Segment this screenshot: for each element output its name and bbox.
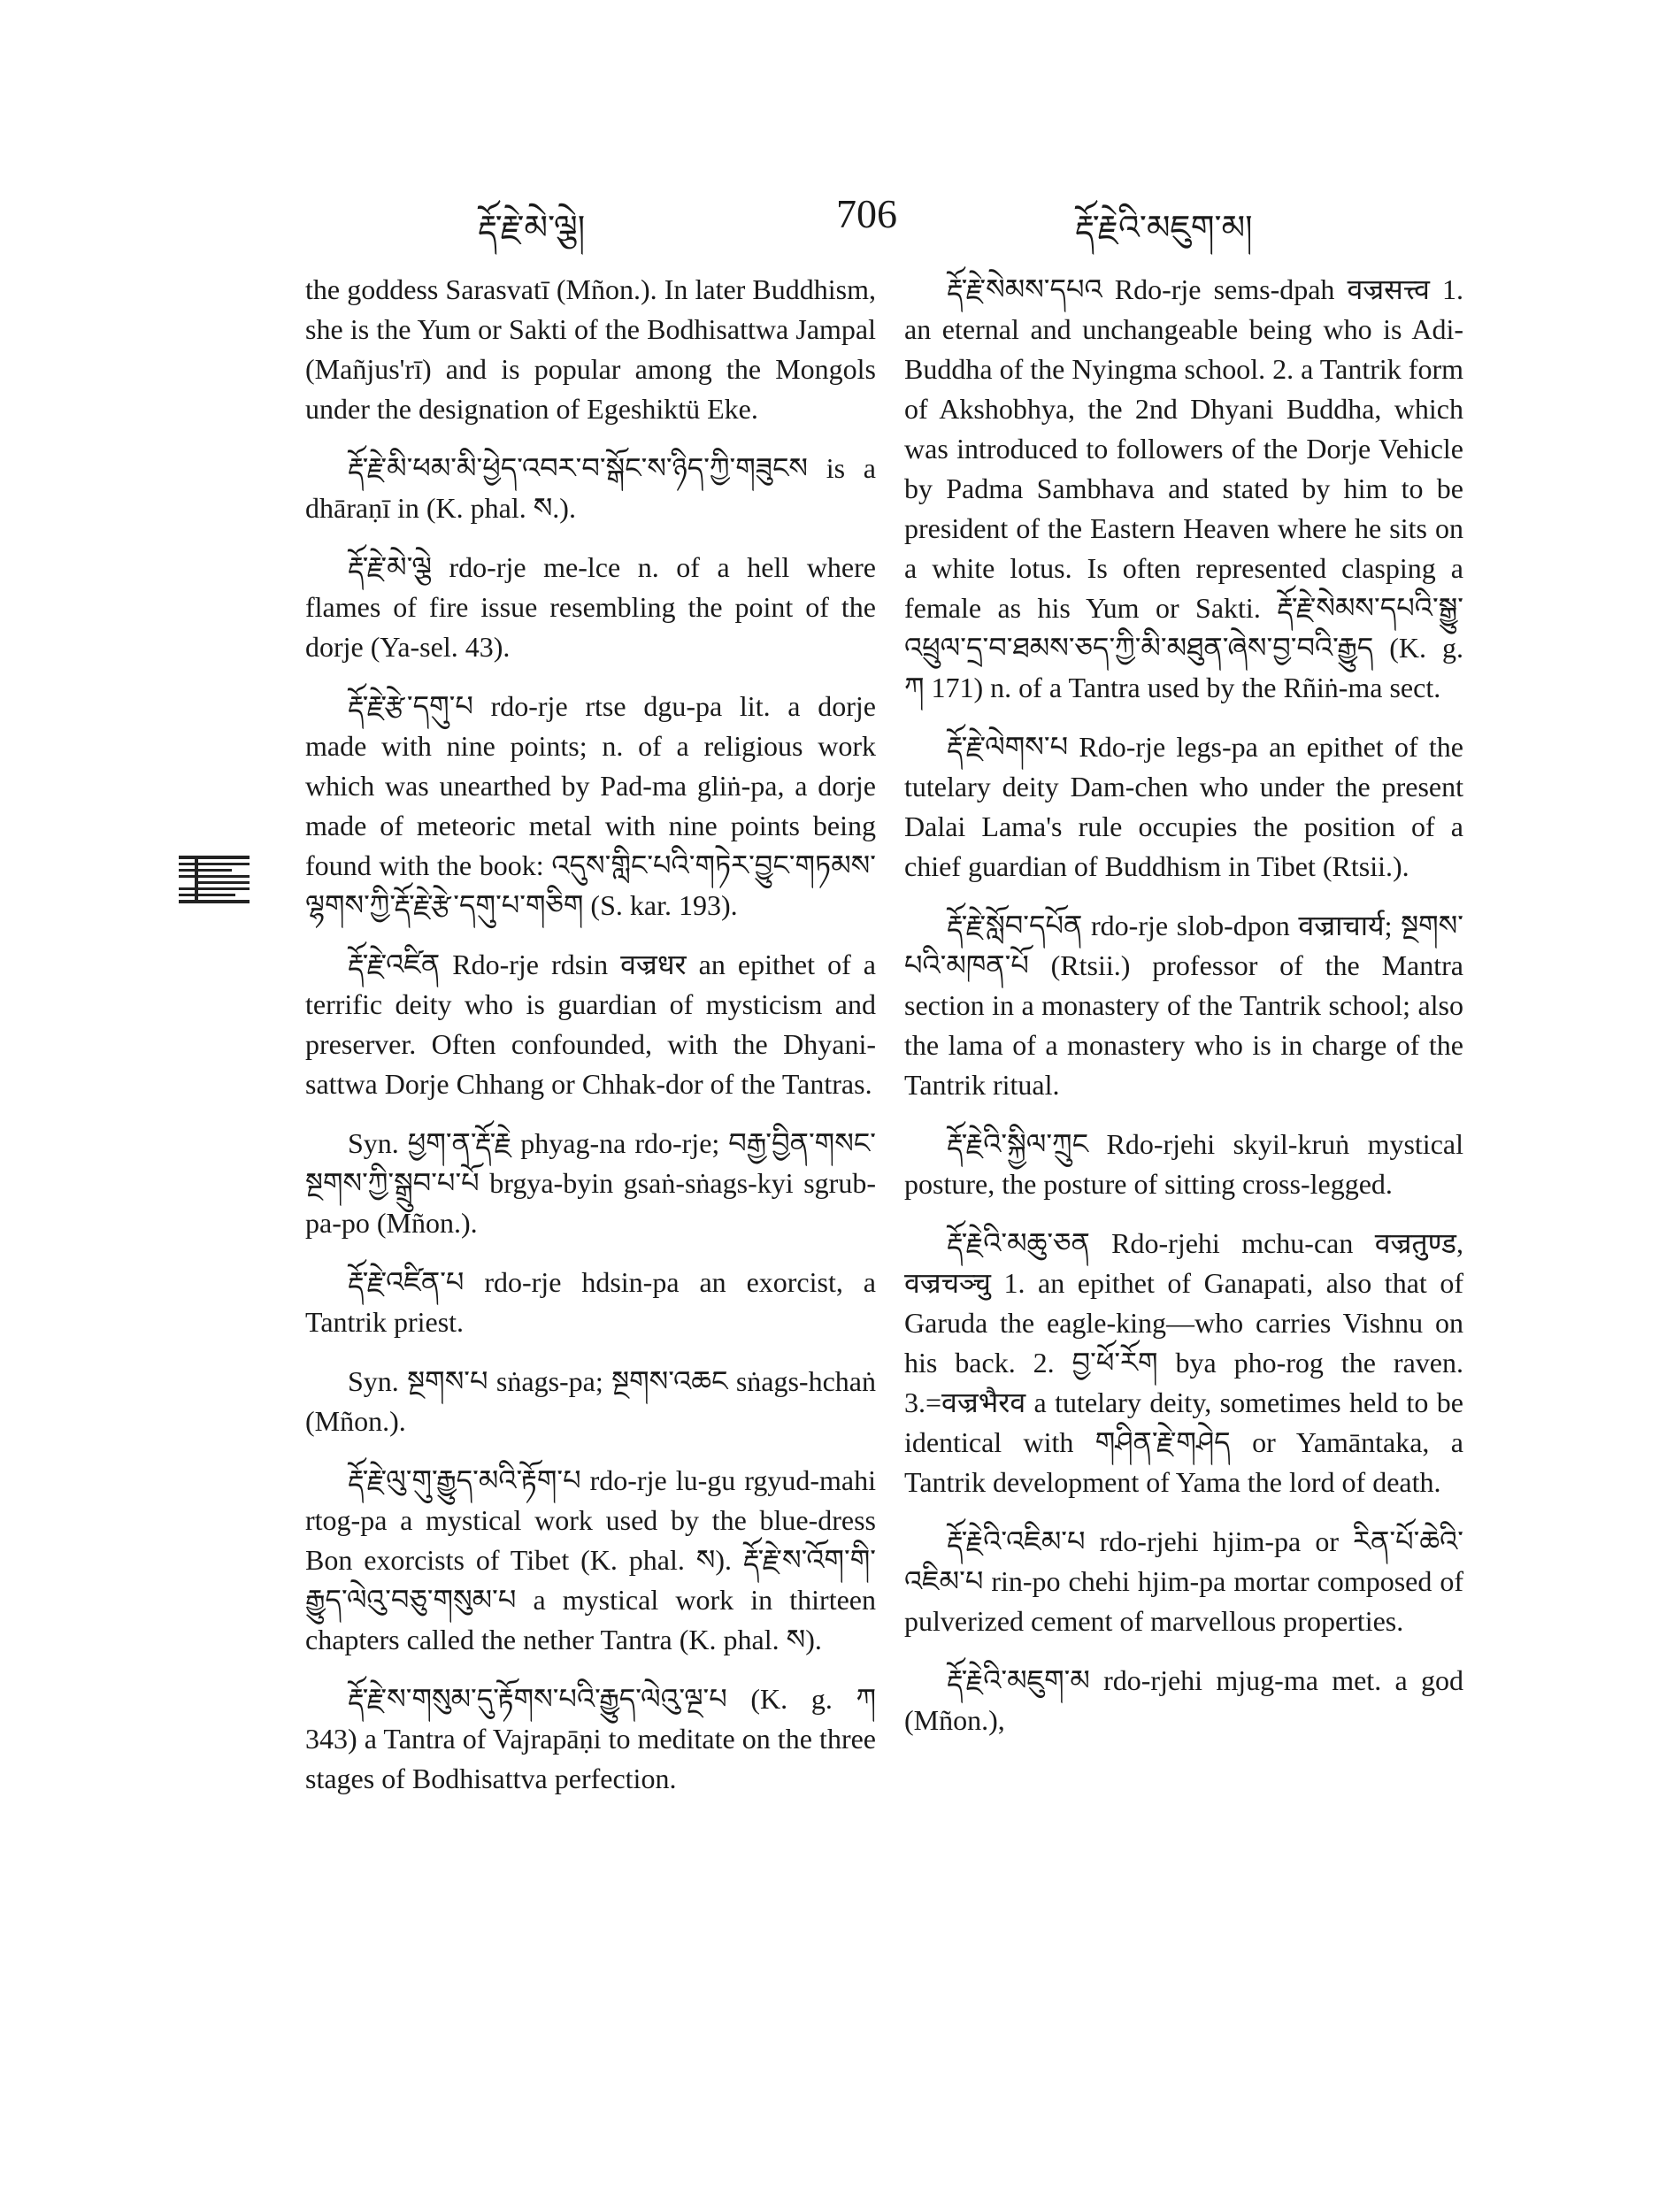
dictionary-entry: རྡོ་རྗེའི་མཆུ་ཅན Rdo-rjehi mchu-can वज्रतुण्ड, वज्रचञ्चु 1. an epithet of Ganapati, also that of Garuda the eagle-king—who carries Vishnu on his back. 2. བྱ་ཕོ་རོག bya pho-rog the raven. 3.=वज्रभैरव a tutelary deity, sometimes held to be identical with གཤིན་རྗེ་གཤེད or Yamāntaka, a Tantrik development of Yama the lord of death.: [904, 1227, 1463, 1498]
dictionary-entry: རྡོ་རྗེའི་སྐྱིལ་ཀྲུང Rdo-rjehi skyil-kruṅ mystical posture, the posture of sitting cross-legged.: [904, 1128, 1463, 1200]
dictionary-entry: རྡོ་རྗེ་ལུ་གུ་རྒྱུད་མའི་རྟོག་པ rdo-rje lu-gu rgyud-mahi rtog-pa a mystical work used by the blue-dress Bon exorcists of Tibet (K. phal. ས). རྡོ་རྗེ་ས་འོག་གི་རྒྱུད་ལེའུ་བཅུ་གསུམ་པ a mystical work in thirteen chapters called the nether Tantra (K. phal. ས).: [305, 1464, 876, 1655]
dictionary-entry: རྡོ་རྗེ་སེམས་དཔའ Rdo-rje sems-dpah वज्रसत्त्व 1. an eternal and unchangeable being who is Adi-Buddha of the Nyingma school. 2. a Tantrik form of Akshobhya, the 2nd Dhyani Buddha, which was introduced to followers of the Dorje Vehicle by Padma Sambhava and stated by him to be president of the Eastern Heaven where he sits on a white lotus. Is often represented clasping a female as his Yum or Sakti. རྡོ་རྗེ་སེམས་དཔའི་སྒྱུ་འཕྲུལ་དྲ་བ་ཐམས་ཅད་ཀྱི་མི་མཐུན་ཞེས་བྱ་བའི་རྒྱུད (K. g. ཀ 171) n. of a Tantra used by the Rñiṅ-ma sect.: [904, 273, 1463, 703]
dictionary-entry: རྡོ་རྗེ་ལེགས་པ Rdo-rje legs-pa an epithet of the tutelary deity Dam-chen who under the present Dalai Lama's rule occupies the position of a chief guardian of Buddhism in Tibet (Rtsii.).: [904, 731, 1463, 882]
dictionary-entry: རྡོ་རྗེ་སློབ་དཔོན rdo-rje slob-dpon वज्राचार्य; སྔགས་པའི་མཁན་པོ (Rtsii.) professor of the Mantra section in a monastery of the Tantrik school; also the lama of a monastery who is in charge of the Tantrik ritual.: [904, 910, 1463, 1101]
left-column: [305, 270, 876, 1818]
dictionary-entry: རྡོ་རྗེ་མེ་ལྕེ rdo-rje me-lce n. of a hell where flames of fire issue resembling the point of the dorje (Ya-sel. 43).: [305, 551, 876, 663]
dictionary-entry: རྡོ་རྗེ་རྩེ་དགུ་པ rdo-rje rtse dgu-pa lit. a dorje made with nine points; n. of a religious work which was unearthed by Pad-ma gliṅ-pa, a dorje made of meteoric metal with nine points being found with the book: འདུས་གླིང་པའི་གཏེར་བྱུང་གཏམས་ལྷགས་ཀྱི་རྡོ་རྗེ་རྩེ་དགུ་པ་གཅིག (S. kar. 193).: [305, 690, 876, 921]
dictionary-entry: Syn. སྔགས་པ sṅags-pa; སྔགས་འཆང sṅags-hchaṅ (Mñon.).: [305, 1365, 876, 1437]
running-head-left: རྡོ་རྗེ་མེ་ལྕེ།: [478, 208, 586, 247]
dictionary-entry: རྡོ་རྗེ་འཛིན Rdo-rje rdsin वज्रधर an epithet of a terrific deity who is guardian of mysticism and preserver. Often confounded, with the Dhyani-sattwa Dorje Chhang or Chhak-dor of the Tantras.: [305, 949, 876, 1100]
printer-fleuron-icon: [177, 854, 251, 909]
page-number: 706: [836, 191, 897, 236]
dictionary-entry: རྡོ་རྗེ་འཛིན་པ rdo-rje hdsin-pa an exorcist, a Tantrik priest.: [305, 1266, 876, 1338]
dictionary-entry: རྡོ་རྗེ་ས་གསུམ་དུ་རྟོགས་པའི་རྒྱུད་ལེའུ་ལྔ་པ (K. g. ཀ 343) a Tantra of Vajrapāṇi to meditate on the three stages of Bodhisattva perfection.: [305, 1683, 876, 1794]
dictionary-entry: རྡོ་རྗེ་མི་ཕམ་མི་ཕྱེད་འབར་བ་སྒོང་ས་ཉིད་ཀྱི་གཟུངས is a dhāraṇī in (K. phal. ས.).: [305, 452, 876, 524]
dictionary-entry: རྡོ་རྗེའི་མཇུག་མ rdo-rjehi mjug-ma met. a god (Mñon.),: [904, 1664, 1463, 1736]
dictionary-entry: Syn. ཕྱག་ན་རྡོ་རྗེ phyag-na rdo-rje; བརྒྱ་བྱིན་གསང་སྔགས་ཀྱི་སྒྲུབ་པ་པོ brgya-byin gsaṅ-sṅags-kyi sgrub-pa-po (Mñon.).: [305, 1127, 876, 1239]
dictionary-entry: རྡོ་རྗེའི་འཇིམ་པ rdo-rjehi hjim-pa or རིན་པོ་ཆེའི་འཇིམ་པ rin-po chehi hjim-pa mortar composed of pulverized cement of marvellous properties.: [904, 1525, 1463, 1637]
dictionary-entry: the goddess Sarasvatī (Mñon.). In later Buddhism, she is the Yum or Sakti of the Bodhisattwa Jampal (Mañjus'rī) and is popular among the Mongols under the designation of Egeshiktü Eke.: [305, 273, 876, 425]
right-column: [904, 270, 1463, 1760]
running-head-right: རྡོ་རྗེའི་མཇུག་མ།: [1075, 208, 1253, 247]
